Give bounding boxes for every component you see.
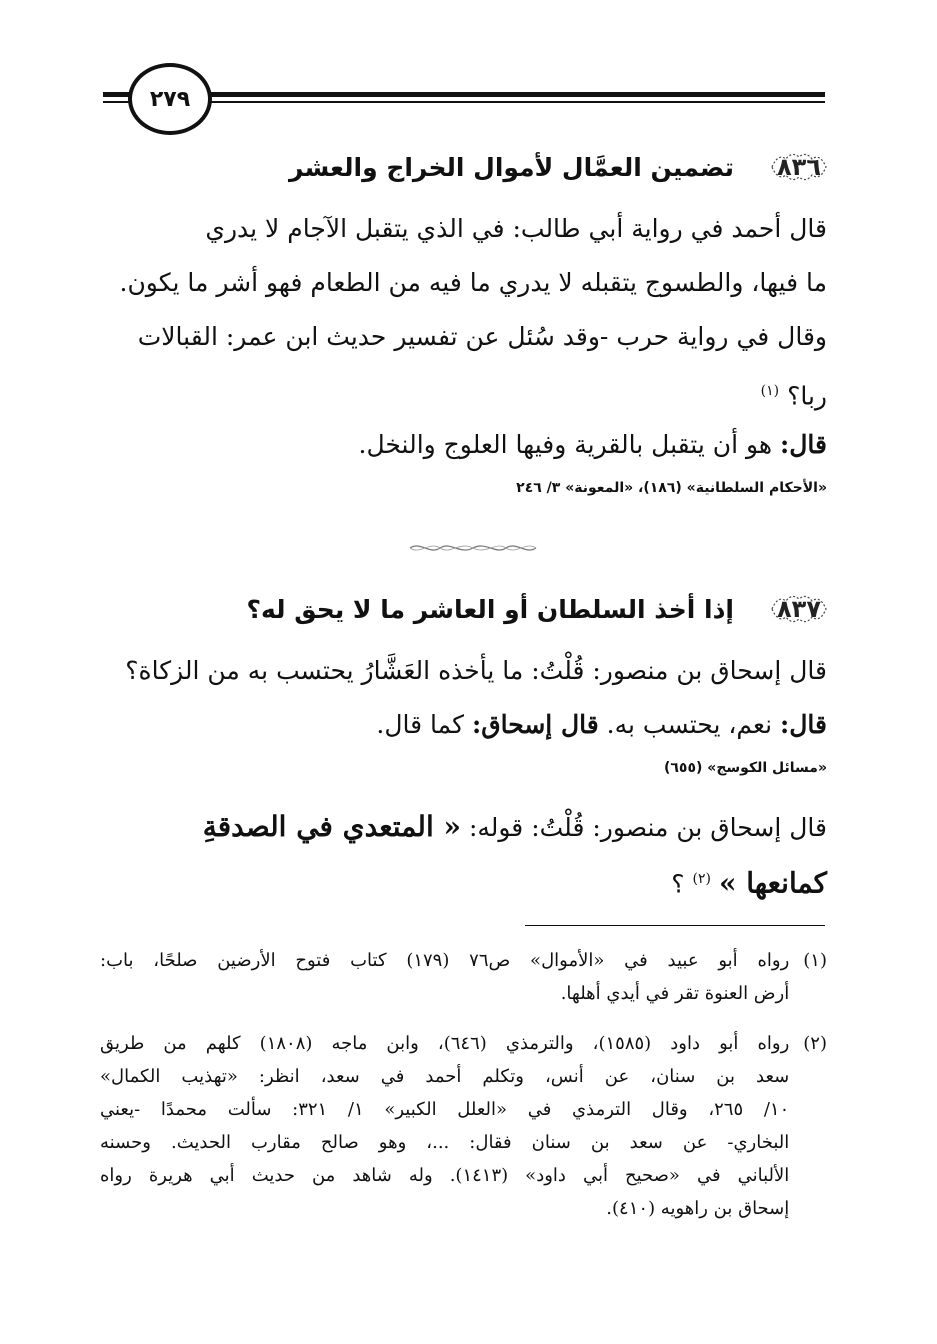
answer-line	[105, 698, 827, 752]
footnote	[100, 1027, 827, 1225]
item-number: ٨٣٧	[777, 595, 821, 623]
answer-label: قال:	[780, 430, 827, 459]
section-heading	[120, 586, 830, 632]
answer-text: نعم، يحتسب به.	[606, 710, 773, 739]
footnote-ref: (٢)	[692, 871, 711, 887]
question-intro: قال إسحاق بن منصور: قُلْتُ: قوله:	[468, 813, 827, 842]
footnote-line: البخاري- عن سعد بن سنان فقال: ...، وهو صالح مقارب الحديث. وحسنه	[100, 1132, 790, 1153]
paragraph-text: ربا؟	[787, 381, 827, 411]
footnote-ref: (١)	[760, 383, 780, 399]
footnote-number: (١)	[803, 950, 827, 971]
footnote-line: ١٠/ ٢٦٥، وقال الترمذي في «العلل الكبير» ١/ ٣٢١: سألت محمدًا -يعني	[100, 1099, 790, 1120]
section-heading	[120, 144, 830, 190]
question-line: قال إسحاق بن منصور: قُلْتُ: ما يأخذه العَشَّارُ يحتسب به من الزكاة؟	[125, 656, 827, 685]
question-line	[105, 800, 827, 855]
section-title: تضمين العمَّال لأموال الخراج والعشر	[289, 152, 734, 182]
ornament-divider-icon	[408, 541, 538, 555]
footnote	[100, 944, 827, 1010]
footnote-line: سعد بن سنان، عن أنس، وتكلم أحمد في سعد، انظر: «تهذيب الكمال»	[100, 1066, 790, 1087]
footnote-line: الألباني في «صحيح أبي داود» (١٤١٣). وله شاهد من حديث أبي هريرة رواه	[100, 1165, 790, 1186]
answer-line	[105, 418, 827, 472]
footnote-line: رواه أبو داود (١٥٨٥)، والترمذي (٦٤٦)، وابن ماجه (١٨٠٨) كلهم من طريق	[100, 1033, 790, 1054]
answer2-label: قال إسحاق:	[471, 710, 599, 739]
source-citation: «الأحكام السلطانية» (١٨٦)، «المعونة» ٣/ ٢٤٦	[516, 480, 827, 496]
item-number-badge	[768, 589, 830, 629]
answer2-text: كما قال.	[376, 710, 465, 739]
footnote-line: إسحاق بن راهويه (٤١٠).	[606, 1198, 790, 1219]
page-number: ٢٧٩	[128, 63, 212, 135]
question-line	[105, 852, 827, 911]
item-number: ٨٣٦	[777, 153, 821, 181]
footnote-number: (٢)	[803, 1033, 827, 1054]
paragraph-line: قال أحمد في رواية أبي طالب: في الذي يتقبل الآجام لا يدري	[205, 214, 827, 243]
question-mark: ؟	[671, 869, 685, 899]
paragraph-line: وقال في رواية حرب -وقد سُئل عن تفسير حديث ابن عمر: القبالات	[137, 322, 827, 351]
item-number-badge	[768, 147, 830, 187]
footnote-body	[100, 1027, 789, 1225]
quoted-hadith-end: كمانعها »	[718, 866, 827, 900]
source-citation: «مسائل الكوسج» (٦٥٥)	[663, 760, 827, 776]
answer-text: هو أن يتقبل بالقرية وفيها العلوج والنخل.	[358, 430, 773, 459]
quoted-hadith: « المتعدي في الصدقةِ	[202, 810, 461, 843]
footnote-line: أرض العنوة تقر في أيدي أهلها.	[560, 983, 790, 1004]
answer-label: قال:	[780, 710, 827, 739]
footnote-body	[100, 944, 789, 1010]
section-title: إذا أخذ السلطان أو العاشر ما لا يحق له؟	[246, 594, 734, 624]
footnote-line: رواه أبو عبيد في «الأموال» ص٧٦ (١٧٩) كتاب فتوح الأرضين صلحًا، باب:	[100, 950, 790, 971]
footnote-separator	[525, 925, 825, 926]
paragraph-line: ما فيها، والطسوج يتقبله لا يدري ما فيه من الطعام فهو أشر ما يكون.	[119, 268, 827, 297]
paragraph-line	[105, 364, 827, 423]
